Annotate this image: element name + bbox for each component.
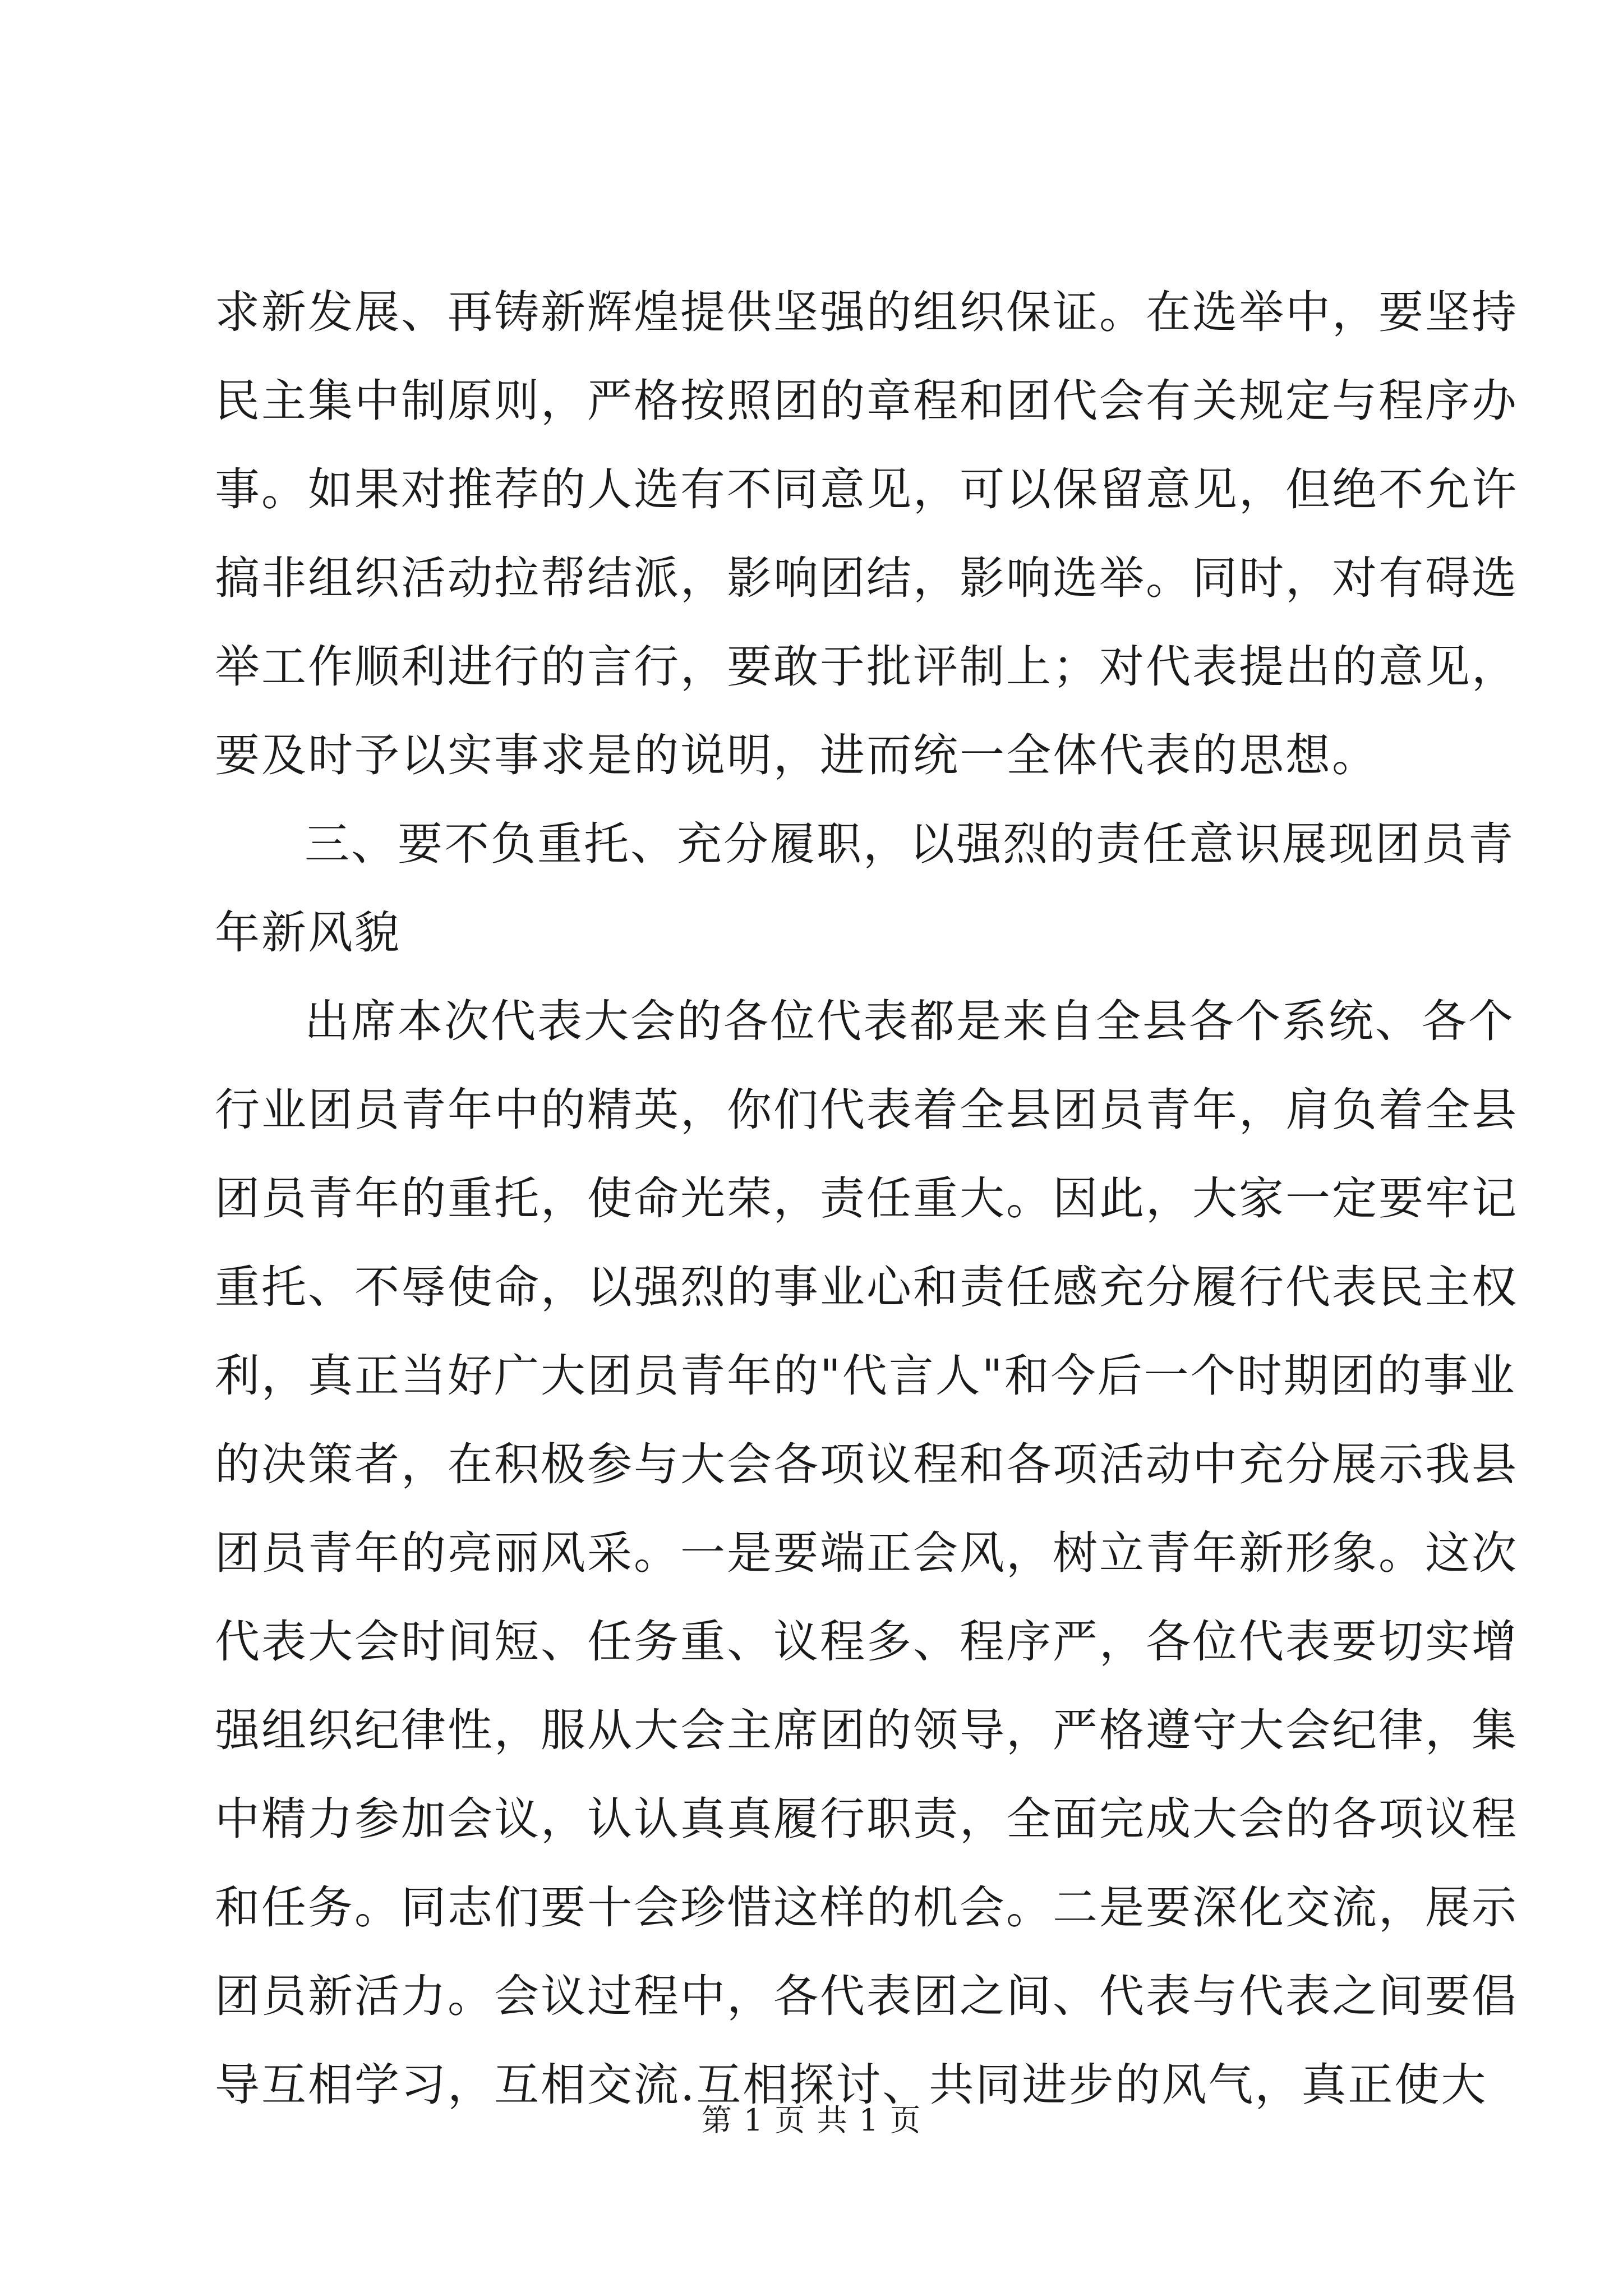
text-line: 和任务。同志们要十会珍惜这样的机会。二是要深化交流，展示 [215,1881,1518,1934]
text-line: 团员新活力。会议过程中，各代表团之间、代表与代表之间要倡 [215,1970,1518,2022]
text-line: 民主集中制原则，严格按照团的章程和团代会有关规定与程序办 [215,375,1518,427]
text-line: 团员青年的亮丽风采。一是要端正会风，树立青年新形象。这次 [215,1527,1518,1579]
text-line: 事。如果对推荐的人选有不同意见，可以保留意见，但绝不允许 [215,463,1518,516]
text-line: 求新发展、再铸新辉煌提供坚强的组织保证。在选举中，要坚持 [215,286,1518,338]
section-heading-line: 三、要不负重托、充分履职，以强烈的责任意识展现团员青 [305,818,1515,870]
text-line: 中精力参加会议，认认真真履行职责，全面完成大会的各项议程 [215,1793,1518,1845]
text-line: 行业团员青年中的精英，你们代表着全县团员青年，肩负着全县 [215,1084,1518,1136]
text-line: 利，真正当好广大团员青年的"代言人"和今后一个时期团的事业 [215,1350,1516,1402]
text-line: 出席本次代表大会的各位代表都是来自全县各个系统、各个 [305,995,1515,1047]
text-line: 重托、不辱使命，以强烈的事业心和责任感充分履行代表民主权 [215,1261,1518,1313]
page-number-footer: 第 1 页 共 1 页 [701,2102,922,2138]
text-line: 代表大会时间短、任务重、议程多、程序严，各位代表要切实增 [215,1616,1518,1668]
text-line: 导互相学习，互相交流.互相探讨、共同进步的风气，真正使大 [215,2059,1488,2111]
text-line: 强组织纪律性，服从大会主席团的领导，严格遵守大会纪律，集 [215,1704,1518,1756]
text-line: 搞非组织活动拉帮结派，影响团结，影响选举。同时，对有碍选 [215,552,1518,604]
section-heading-line: 年新风貌 [215,907,401,959]
text-line: 要及时予以实事求是的说明，进而统一全体代表的思想。 [215,729,1378,781]
body-text [215,268,1518,2129]
text-line: 的决策者，在积极参与大会各项议程和各项活动中充分展示我县 [215,1438,1518,1490]
text-line: 团员青年的重托，使命光荣，责任重大。因此，大家一定要牢记 [215,1172,1518,1225]
text-line: 举工作顺利进行的言行，要敢于批评制上；对代表提出的意见， [215,641,1518,693]
